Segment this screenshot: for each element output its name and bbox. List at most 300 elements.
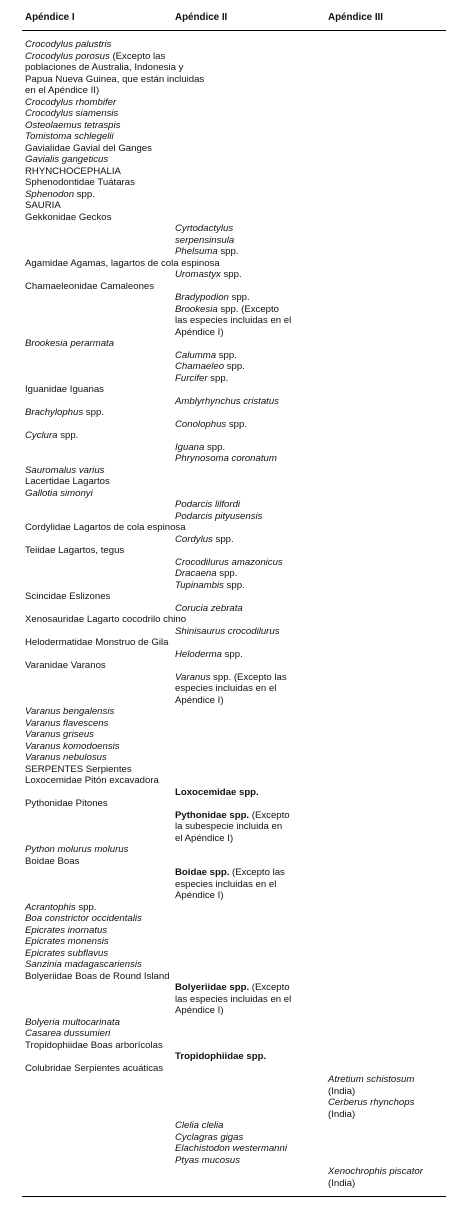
species-name: Tupinambis	[175, 579, 224, 591]
table-row	[0, 396, 457, 408]
entry-line	[175, 695, 315, 707]
table-row	[0, 844, 457, 856]
species-name: Crocodylus porosus	[25, 50, 110, 62]
entry-line	[25, 856, 230, 868]
table-row	[0, 430, 457, 442]
appendix-i-entry	[25, 281, 230, 293]
entry-text: Bolyeriidae Boas de Round Island	[25, 970, 170, 982]
taxon-name: Loxocemidae spp.	[175, 786, 259, 798]
entry-text: Papua Nueva Guinea, que están incluidas	[25, 73, 205, 85]
table-row	[0, 1155, 457, 1167]
entry-line	[25, 522, 230, 534]
species-name: Furcifer	[175, 372, 208, 384]
entry-line	[175, 603, 315, 615]
species-name: Iguana	[175, 441, 205, 453]
table-body	[0, 39, 457, 1189]
appendix-i-entry	[25, 1040, 230, 1052]
appendix-ii-entry	[175, 292, 315, 304]
table-row	[0, 177, 457, 189]
entry-line	[25, 925, 230, 937]
appendix-i-entry	[25, 959, 230, 971]
entry-line	[25, 752, 230, 764]
entry-text: en el Apéndice II)	[25, 85, 100, 96]
entry-text: (Excepto	[249, 809, 290, 821]
appendix-i-entry	[25, 591, 230, 603]
species-name: Phrynosoma coronatum	[175, 453, 277, 464]
table-row	[0, 281, 457, 293]
entry-line	[25, 1063, 230, 1075]
species-name: Sauromalus varius	[25, 464, 105, 476]
entry-text: (India)	[328, 1108, 356, 1120]
entry-text: spp.	[216, 349, 237, 361]
taxon-name: Pythonidae spp.	[175, 809, 250, 821]
table-row	[0, 672, 457, 707]
table-row	[0, 580, 457, 592]
species-name: Boa constrictor occidentalis	[25, 913, 142, 924]
entry-line	[25, 465, 230, 477]
table-row	[0, 373, 457, 385]
species-name: Crocodilurus amazonicus	[175, 556, 283, 568]
table-row	[0, 1132, 457, 1144]
entry-text: spp.	[216, 568, 238, 579]
appendix-ii-entry	[175, 511, 315, 523]
entry-line	[25, 177, 230, 189]
appendix-i-entry	[25, 856, 230, 868]
table-row	[0, 856, 457, 868]
entry-line	[175, 534, 315, 546]
entry-text: SAURIA	[25, 200, 61, 211]
appendix-i-entry	[25, 729, 230, 741]
entry-text: spp.	[217, 246, 239, 257]
appendix-i-entry	[25, 465, 230, 477]
table-row	[0, 764, 457, 776]
entry-text: spp.	[83, 407, 104, 418]
species-name: Atretium schistosum	[328, 1074, 415, 1085]
appendix-ii-entry	[175, 557, 315, 569]
species-name: Cerberus rhynchops	[328, 1097, 415, 1108]
table-row	[0, 948, 457, 960]
species-name: Varanus flavescens	[25, 717, 109, 729]
table-row	[0, 120, 457, 132]
entry-text: Apéndice I)	[175, 1005, 224, 1016]
entry-line	[25, 764, 230, 776]
entry-line	[25, 614, 230, 626]
entry-line	[175, 810, 315, 822]
entry-line	[175, 672, 315, 684]
table-row	[0, 384, 457, 396]
table-row	[0, 108, 457, 120]
appendix-ii-entry	[175, 223, 315, 246]
appendix-ii-entry	[175, 361, 315, 373]
entry-text: Gekkonidae Geckos	[25, 211, 112, 223]
species-name: Crocodylus rhombifer	[25, 96, 117, 108]
entry-text: Scincidae Eslizones	[25, 591, 111, 602]
appendix-ii-entry	[175, 1051, 315, 1063]
entry-line	[25, 488, 230, 500]
entry-line	[175, 246, 315, 258]
entry-text: (Excepto las	[109, 50, 166, 62]
species-name: Osteolaemus tetraspis	[25, 119, 121, 131]
appendix-i-entry	[25, 1028, 230, 1040]
entry-line	[25, 85, 230, 97]
table-row	[0, 1097, 457, 1120]
table-row	[0, 154, 457, 166]
entry-line	[25, 62, 230, 74]
appendix-i-entry	[25, 200, 230, 212]
entry-text: Cordylidae Lagartos de cola espinosa	[25, 522, 186, 533]
table-row	[0, 649, 457, 661]
entry-line	[328, 1166, 446, 1178]
table-row	[0, 982, 457, 1017]
appendix-i-entry	[25, 925, 230, 937]
species-name: Xenochrophis piscator	[328, 1166, 423, 1177]
table-row	[0, 246, 457, 258]
entry-line	[25, 948, 230, 960]
species-name: Brookesia	[175, 303, 218, 315]
table-row	[0, 925, 457, 937]
header-appendix-ii: Apéndice II	[175, 12, 228, 23]
entry-line	[25, 1028, 230, 1040]
species-name: Gallotia simonyi	[25, 487, 93, 499]
table-row	[0, 419, 457, 431]
species-name: Chamaeleo	[175, 361, 225, 372]
appendix-i-entry	[25, 775, 230, 787]
table-row	[0, 603, 457, 615]
species-name: Clelia clelia	[175, 1120, 224, 1131]
species-name: Varanus nebulosus	[25, 752, 107, 763]
table-row	[0, 189, 457, 201]
entry-line	[25, 430, 230, 442]
species-name: Sphenodon	[25, 188, 75, 200]
species-name: Varanus	[175, 671, 211, 683]
entry-line	[25, 189, 230, 201]
appendix-ii-entry	[175, 1120, 315, 1132]
table-row	[0, 1017, 457, 1029]
entry-line	[25, 936, 230, 948]
appendix-i-entry	[25, 384, 230, 396]
table-row	[0, 51, 457, 97]
entry-line	[175, 315, 315, 327]
entry-text: (India)	[328, 1085, 356, 1097]
species-name: Brachylophus	[25, 407, 84, 418]
entry-line	[328, 1109, 446, 1121]
entry-line	[25, 660, 230, 672]
entry-text: Chamaeleonidae Camaleones	[25, 280, 155, 292]
entry-text: spp.	[204, 441, 226, 453]
entry-text: las especies incluidas en el	[175, 993, 292, 1005]
entry-line	[25, 258, 230, 270]
table-row	[0, 269, 457, 281]
species-name: Acrantophis	[25, 901, 76, 913]
entry-text: Sphenodontidae Tuátaras	[25, 177, 135, 188]
species-name: Varanus griseus	[25, 729, 94, 740]
species-name: Brookesia perarmata	[25, 338, 115, 349]
species-name: Varanus komodoensis	[25, 740, 120, 752]
entry-line	[25, 131, 230, 143]
entry-line	[175, 223, 315, 235]
table-row	[0, 971, 457, 983]
appendix-ii-entry	[175, 1143, 315, 1155]
entry-text: poblaciones de Australia, Indonesia y	[25, 62, 184, 73]
entry-text: Colubridae Serpientes acuáticas	[25, 1062, 164, 1074]
appendix-ii-entry	[175, 350, 315, 362]
appendix-ii-entry	[175, 442, 315, 454]
entry-line	[328, 1178, 446, 1190]
entry-line	[25, 844, 230, 856]
appendix-ii-entry	[175, 453, 315, 465]
table-bottom-rule	[22, 1196, 446, 1197]
entry-line	[175, 1005, 315, 1017]
appendix-i-entry	[25, 258, 230, 270]
entry-line	[175, 1120, 315, 1132]
entry-line	[175, 1051, 315, 1063]
table-row	[0, 407, 457, 419]
table-row	[0, 1040, 457, 1052]
table-row	[0, 626, 457, 638]
entry-line	[25, 154, 230, 166]
entry-line	[175, 304, 315, 316]
entry-line	[25, 741, 230, 753]
entry-line	[175, 373, 315, 385]
appendix-iii-entry	[328, 1097, 446, 1120]
appendix-ii-entry	[175, 1155, 315, 1167]
entry-text: spp.	[221, 648, 243, 660]
table-row	[0, 1074, 457, 1097]
entry-line	[175, 235, 315, 247]
species-name: Conolophus	[175, 418, 227, 430]
table-row	[0, 131, 457, 143]
entry-line	[25, 718, 230, 730]
appendix-i-entry	[25, 476, 230, 488]
species-name: Calumma	[175, 349, 217, 361]
appendix-i-entry	[25, 120, 230, 132]
appendix-i-entry	[25, 189, 230, 201]
entry-line	[175, 396, 315, 408]
entry-line	[25, 143, 230, 155]
table-row	[0, 959, 457, 971]
entry-text: spp.	[212, 533, 234, 545]
appendix-i-entry	[25, 177, 230, 189]
appendix-i-entry	[25, 798, 230, 810]
appendix-i-entry	[25, 1063, 230, 1075]
table-row	[0, 660, 457, 672]
entry-text: spp.	[228, 292, 250, 303]
entry-line	[175, 1132, 315, 1144]
species-name: Heloderma	[175, 648, 222, 660]
species-name: Cordylus	[175, 533, 213, 545]
entry-line	[25, 407, 230, 419]
appendix-i-entry	[25, 971, 230, 983]
entry-line	[175, 580, 315, 592]
appendix-i-entry	[25, 545, 230, 557]
appendix-i-entry	[25, 706, 230, 718]
appendix-i-entry	[25, 902, 230, 914]
appendix-i-entry	[25, 741, 230, 753]
entry-text: Pythonidae Pitones	[25, 798, 108, 809]
entry-text: Apéndice I)	[175, 694, 224, 706]
species-name: Cyrtodactylus	[175, 223, 234, 234]
appendix-i-entry	[25, 637, 230, 649]
appendix-ii-entry	[175, 672, 315, 707]
entry-line	[25, 591, 230, 603]
entry-line	[25, 74, 230, 86]
appendix-ii-entry	[175, 867, 315, 902]
appendix-ii-entry	[175, 626, 315, 638]
entry-line	[175, 821, 315, 833]
entry-line	[25, 971, 230, 983]
table-row	[0, 706, 457, 718]
entry-line	[25, 706, 230, 718]
entry-line	[25, 1017, 230, 1029]
entry-line	[25, 959, 230, 971]
entry-text: spp.	[220, 269, 242, 280]
species-name: Bolyeria multocarinata	[25, 1016, 120, 1028]
entry-line	[175, 453, 315, 465]
table-row	[0, 936, 457, 948]
entry-line	[25, 476, 230, 488]
appendix-i-entry	[25, 154, 230, 166]
species-name: Gavialis gangeticus	[25, 154, 109, 165]
table-row	[0, 39, 457, 51]
entry-text: (Excepto las	[229, 867, 285, 878]
table-row	[0, 545, 457, 557]
entry-line	[175, 1143, 315, 1155]
table-row	[0, 258, 457, 270]
table-row	[0, 534, 457, 546]
table-row	[0, 212, 457, 224]
species-name: Crocodylus palustris	[25, 39, 112, 50]
entry-line	[175, 867, 315, 879]
entry-line	[25, 384, 230, 396]
appendix-i-entry	[25, 338, 230, 350]
species-name: Epicrates inornatus	[25, 924, 108, 936]
entry-text: spp.	[57, 430, 79, 441]
table-row	[0, 913, 457, 925]
appendix-i-entry	[25, 614, 230, 626]
table-row	[0, 304, 457, 339]
appendix-ii-entry	[175, 649, 315, 661]
entry-line	[175, 361, 315, 373]
appendix-ii-entry	[175, 1132, 315, 1144]
entry-line	[175, 626, 315, 638]
entry-text: spp.	[224, 361, 245, 372]
entry-text: Loxocemidae Pitón excavadora	[25, 775, 159, 786]
entry-line	[175, 499, 315, 511]
species-name: serpensinsula	[175, 234, 235, 246]
entry-line	[25, 200, 230, 212]
table-row	[0, 775, 457, 787]
entry-text: Lacertidae Lagartos	[25, 476, 110, 487]
entry-text: Agamidae Agamas, lagartos de cola espinosa	[25, 257, 220, 269]
appendix-ii-entry	[175, 246, 315, 258]
entry-text: spp.	[75, 901, 97, 913]
entry-text: spp. (Excepto las	[210, 671, 287, 683]
entry-text: (India)	[328, 1177, 356, 1189]
entry-line	[175, 879, 315, 891]
table-row	[0, 752, 457, 764]
entry-text: spp. (Excepto	[217, 303, 279, 315]
table-row	[0, 1028, 457, 1040]
entry-line	[175, 557, 315, 569]
table-row	[0, 338, 457, 350]
entry-text: Iguanidae Iguanas	[25, 384, 104, 395]
species-name: Sanzinia madagascariensis	[25, 959, 142, 970]
table-row	[0, 568, 457, 580]
entry-text: Teiidae Lagartos, tegus	[25, 545, 125, 556]
table-row	[0, 729, 457, 741]
table-row	[0, 902, 457, 914]
table-row	[0, 637, 457, 649]
entry-line	[175, 649, 315, 661]
species-name: Python molurus molurus	[25, 844, 129, 855]
entry-line	[175, 1155, 315, 1167]
species-name: Corucia zebrata	[175, 602, 243, 614]
appendix-ii-entry	[175, 568, 315, 580]
entry-line	[175, 787, 315, 799]
table-row	[0, 787, 457, 799]
entry-line	[25, 120, 230, 132]
taxon-name: Bolyeriidae spp.	[175, 982, 250, 993]
appendix-i-entry	[25, 407, 230, 419]
table-row	[0, 166, 457, 178]
species-name: Amblyrhynchus cristatus	[175, 395, 279, 407]
header-appendix-i: Apéndice I	[25, 12, 75, 23]
table-row	[0, 292, 457, 304]
entry-text: la subespecie incluida en	[175, 821, 283, 832]
species-name: Epicrates subflavus	[25, 947, 109, 959]
table-row	[0, 361, 457, 373]
entry-line	[25, 913, 230, 925]
species-name: Epicrates monensis	[25, 936, 109, 947]
appendix-ii-entry	[175, 304, 315, 339]
appendix-i-entry	[25, 913, 230, 925]
entry-line	[25, 545, 230, 557]
entry-text: especies incluidas en el	[175, 683, 277, 694]
taxon-name: Boidae spp.	[175, 867, 230, 878]
species-name: Varanus bengalensis	[25, 706, 115, 717]
entry-text: spp.	[207, 372, 229, 384]
header-appendix-iii: Apéndice III	[328, 12, 383, 23]
appendix-i-entry	[25, 522, 230, 534]
appendix-i-entry	[25, 212, 230, 224]
appendix-i-entry	[25, 936, 230, 948]
table-row	[0, 97, 457, 109]
table-row	[0, 867, 457, 902]
table-row	[0, 476, 457, 488]
entry-text: (Excepto	[249, 982, 290, 993]
entry-line	[175, 994, 315, 1006]
entry-line	[25, 97, 230, 109]
species-name: Podarcis lilfordi	[175, 499, 241, 510]
entry-line	[25, 51, 230, 63]
entry-line	[25, 212, 230, 224]
entry-line	[175, 982, 315, 994]
table-row	[0, 557, 457, 569]
entry-line	[175, 833, 315, 845]
entry-text: Varanidae Varanos	[25, 660, 106, 671]
appendix-ii-entry	[175, 499, 315, 511]
entry-text: Xenosauridae Lagarto cocodrilo chino	[25, 614, 187, 625]
table-row	[0, 200, 457, 212]
entry-text: Apéndice I)	[175, 890, 224, 901]
table-row	[0, 350, 457, 362]
entry-text: Tropidophiidae Boas arborícolas	[25, 1039, 163, 1051]
table-row	[0, 1051, 457, 1063]
table-row	[0, 488, 457, 500]
appendix-ii-entry	[175, 396, 315, 408]
appendix-i-entry	[25, 51, 230, 97]
entry-text: especies incluidas en el	[175, 878, 277, 890]
